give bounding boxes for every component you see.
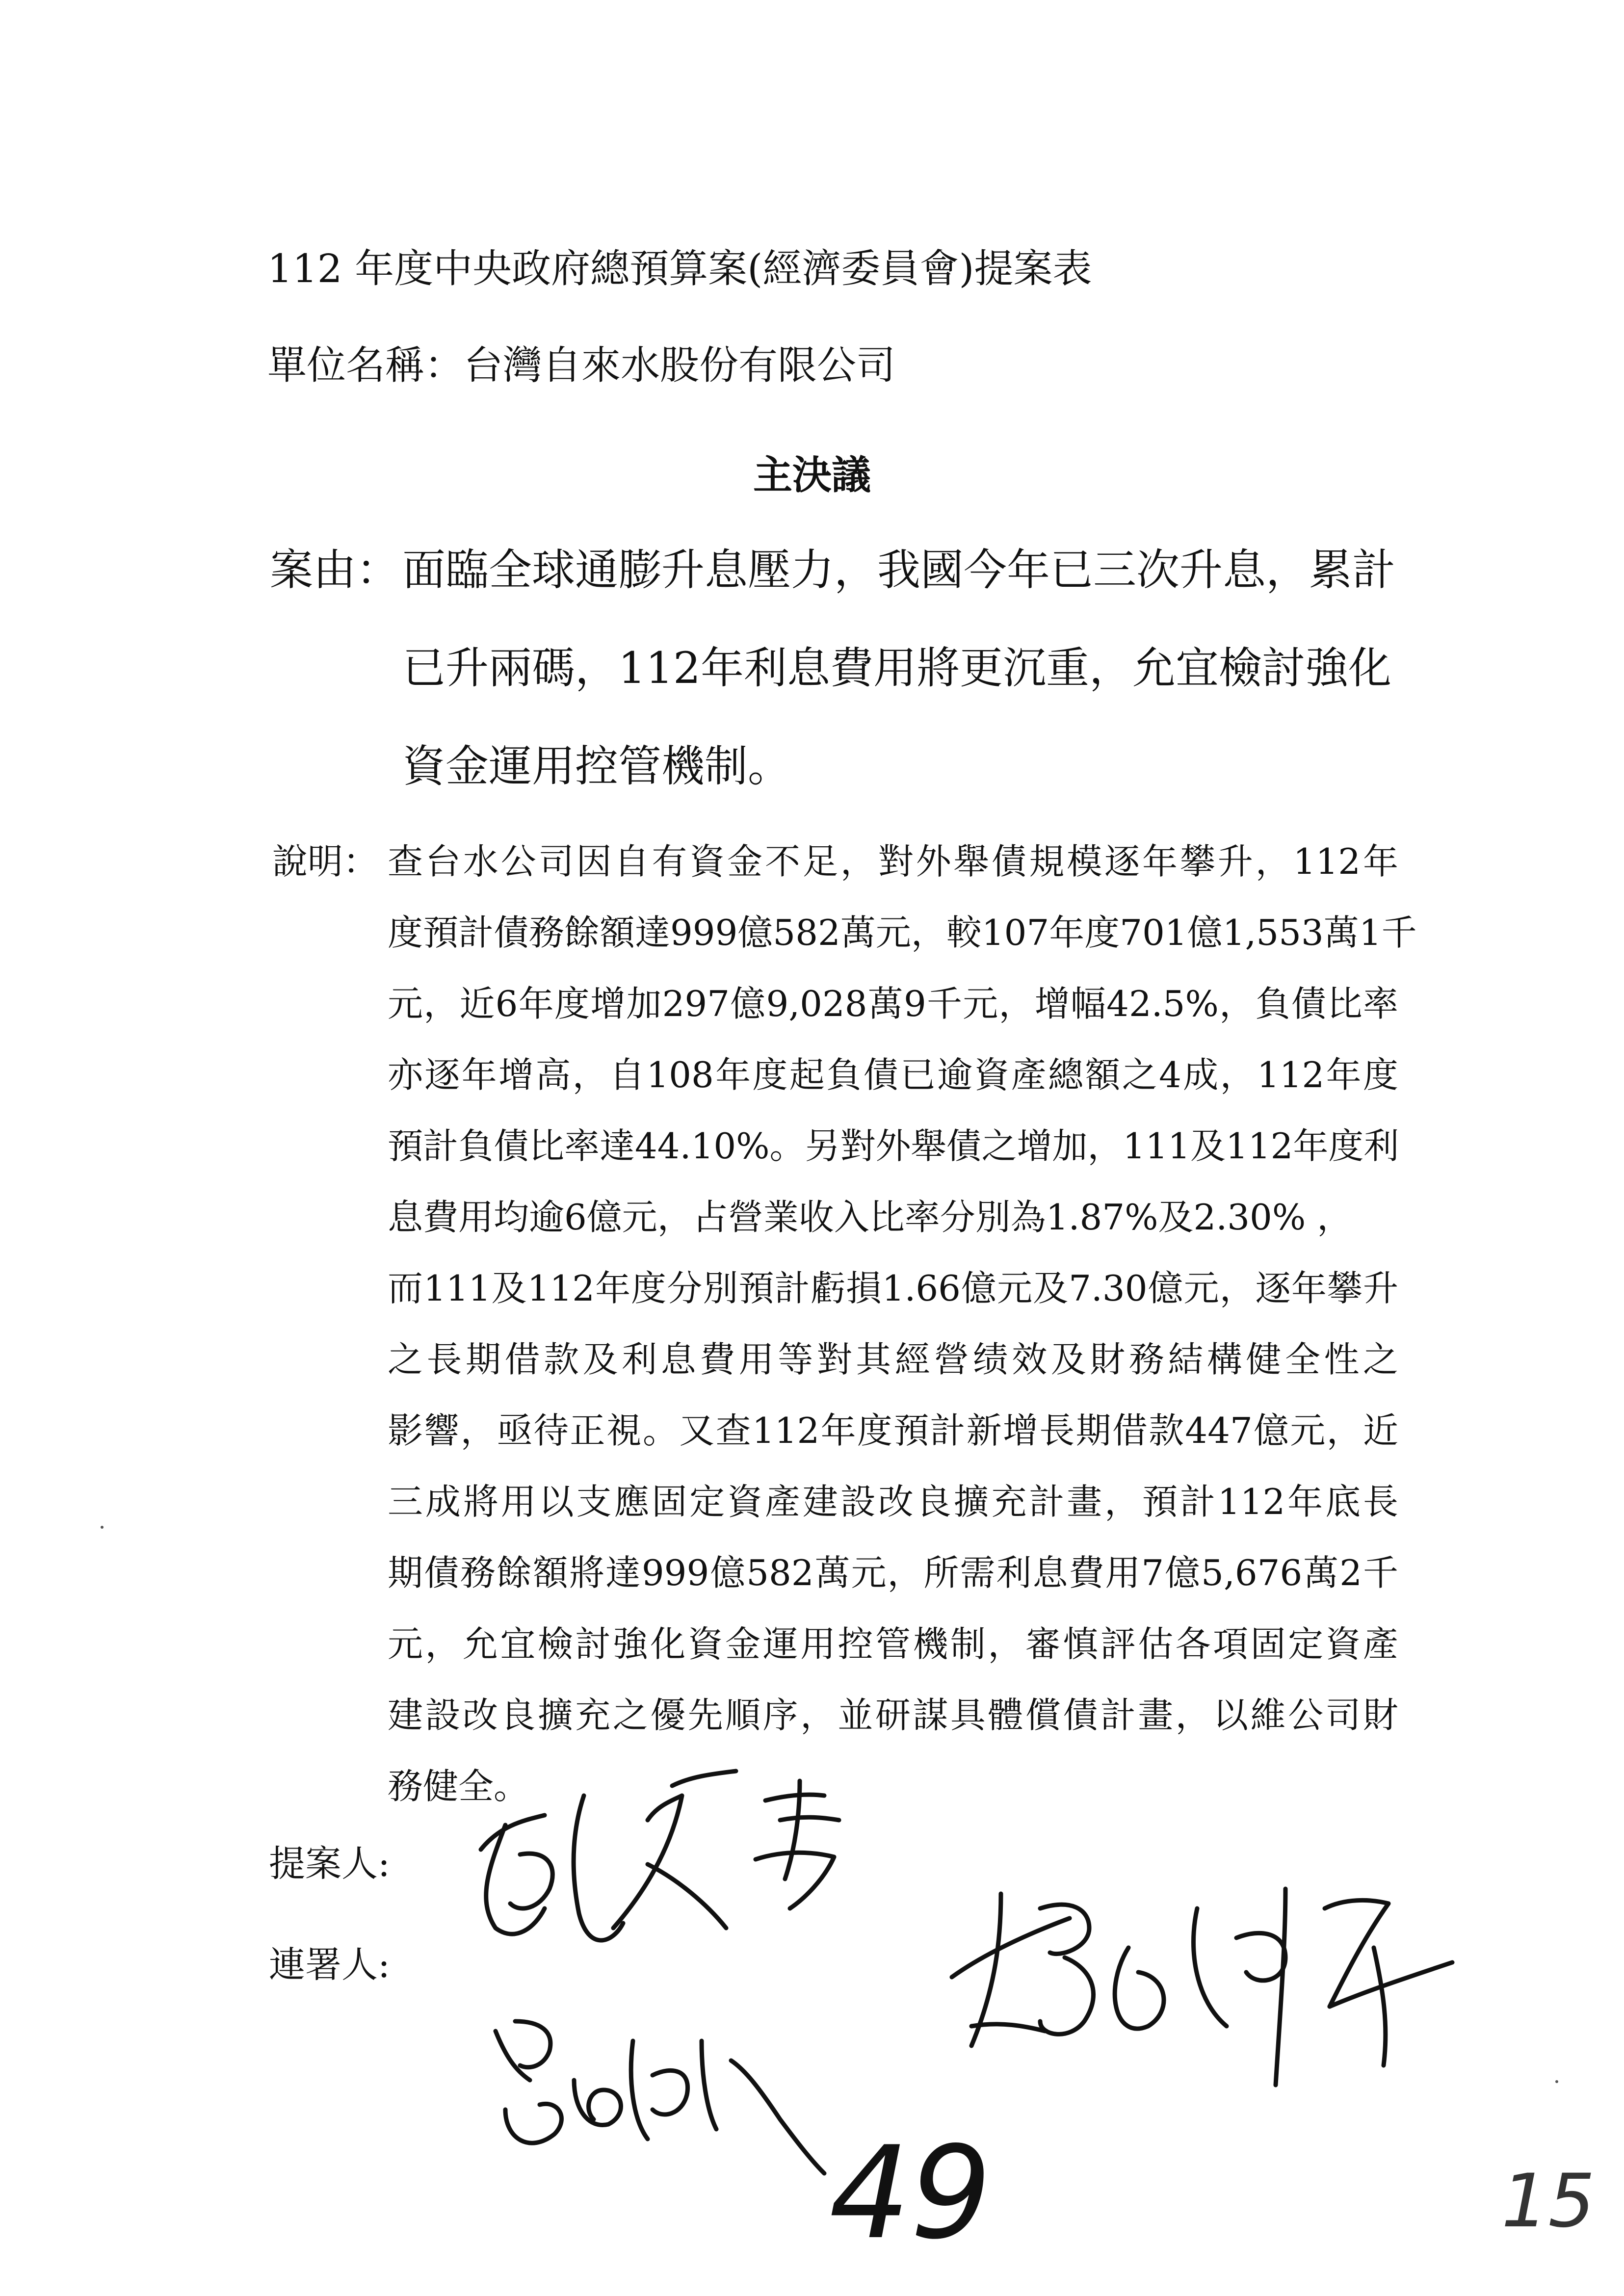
corner-page-number: 15 (1501, 2159, 1595, 2244)
resolution-heading: 主決議 (753, 452, 871, 498)
description-line: 元，允宜檢討強化資金運用控管機制，審慎評估各項固定資產 (388, 1623, 1398, 1665)
description-line: 之長期借款及利息費用等對其經營绩效及財務結構健全性之 (388, 1339, 1398, 1380)
description-line: 度預計債務餘額達999億582萬元，較107年度701億1,553萬1千 (388, 912, 1417, 953)
description-line: 期債務餘額將達999億582萬元，所需利息費用7億5,676萬2千 (388, 1552, 1398, 1593)
handwritten-page-number: 49 (829, 2119, 992, 2268)
unit-name: 單位名稱：台灣自來水股份有限公司 (267, 342, 895, 388)
cosigner-signature-2 (486, 2011, 829, 2188)
proposer-label: 提案人: (269, 1843, 390, 1885)
description-line: 預計負債比率達44.10%。另對外舉債之增加，111及112年度利 (388, 1125, 1399, 1167)
description-line: 息費用均逾6億元，占營業收入比率分別為1.87%及2.30% ， (388, 1197, 1353, 1238)
scan-speck (101, 1526, 104, 1529)
scan-speck (1555, 2080, 1558, 2083)
description-line: 元，近6年度增加297億9,028萬9千元，增幅42.5%，負債比率 (388, 983, 1398, 1024)
reason-line: 已升兩碼，112年利息費用將更沉重，允宜檢討強化 (402, 643, 1391, 693)
cosigner-signature-1 (942, 1879, 1462, 2095)
description-line: 三成將用以支應固定資產建設改良擴充計畫，預計112年底長 (388, 1481, 1398, 1522)
proposer-signature (461, 1766, 893, 1972)
description-line: 查台水公司因自有資金不足，對外舉債規模逐年攀升，112年 (388, 841, 1398, 882)
reason-line: 面臨全球通膨升息壓力，我國今年已三次升息，累計 (402, 545, 1396, 595)
description-line: 亦逐年增高，自108年度起負債已逾資產總額之4成，112年度 (388, 1054, 1398, 1096)
description-line: 建設改良擴充之優先順序，並研謀具體償債計畫，以維公司財 (388, 1695, 1398, 1736)
description-line: 影響，亟待正視。又查112年度預計新增長期借款447億元，近 (388, 1410, 1398, 1451)
description-line: 務健全。 (388, 1766, 529, 1807)
description-line: 而111及112年度分別預計虧損1.66億元及7.30億元，逐年攀升 (388, 1268, 1398, 1309)
cosigner-label: 連署人: (269, 1944, 390, 1986)
form-title: 112 年度中央政府總預算案(經濟委員會)提案表 (267, 246, 1092, 291)
reason-line: 資金運用控管機制。 (402, 741, 791, 791)
reason-label: 案由： (270, 545, 400, 595)
description-label: 說明： (272, 841, 379, 882)
